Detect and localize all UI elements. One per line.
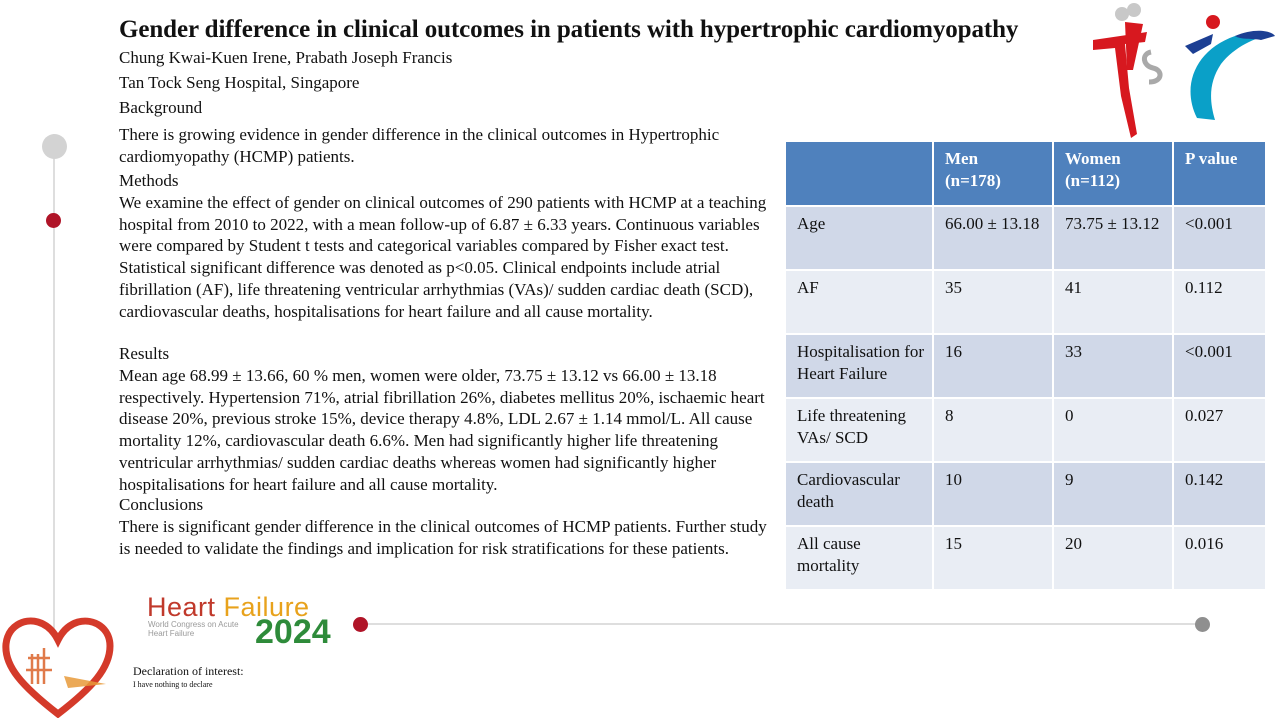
table-cell-women: 73.75 ± 13.12 <box>1053 206 1173 270</box>
hf-logo-year: 2024 <box>255 613 331 651</box>
background-heading: Background <box>119 98 203 117</box>
hf-logo-word-failure: Failure <box>223 592 310 622</box>
timeline-dot-grey-right <box>1195 617 1210 632</box>
table-cell-men: 16 <box>933 334 1053 398</box>
table-cell-label: Age <box>785 206 933 270</box>
table-header-cell <box>785 141 933 206</box>
timeline-horizontal-line <box>360 623 1202 625</box>
table-cell-men: 8 <box>933 398 1053 462</box>
table-cell-women: 0 <box>1053 398 1173 462</box>
table-cell-pvalue: 0.112 <box>1173 270 1266 334</box>
table-row <box>785 526 1266 590</box>
affiliation: Tan Tock Seng Hospital, Singapore <box>119 73 360 92</box>
table-cell-label: Hospitalisation for Heart Failure <box>785 334 933 398</box>
table-header-row <box>785 141 1266 206</box>
ttsh-hospital-logo <box>1085 0 1275 140</box>
background-text: There is growing evidence in gender difference in the clinical outcomes in Hypertrophic cardiomyopathy (HCMP) patients. <box>119 125 720 166</box>
table-cell-pvalue: <0.001 <box>1173 206 1266 270</box>
table-cell-pvalue: 0.027 <box>1173 398 1266 462</box>
methods-text: We examine the effect of gender on clinical outcomes of 290 patients with HCMP at a teaching hospital from 2010 to 2022, with a mean follow-up of 6.87 ± 6.33 years. Continuous variables were compared by Student t tests and categorical variables compared by Fisher exact test. Statistical significant difference was denoted as p<0.05. Clinical endpoints include atrial fibrillation (AF), life threatening ventricular arrhythmias (VAs)/ sudden cardiac death (SCD), cardiovascular deaths, hospitalisations for heart failure and all cause mortality. <box>119 193 767 321</box>
conclusions-text: There is significant gender difference in the clinical outcomes of HCMP patients. Further study is needed to validate the findings and implication for risk stratifications for these patients. <box>119 517 767 558</box>
authors: Chung Kwai-Kuen Irene, Prabath Joseph Francis <box>119 48 453 67</box>
table-cell-label: Cardiovascular death <box>785 462 933 526</box>
table-cell-women: 9 <box>1053 462 1173 526</box>
table-header-pvalue: P value <box>1173 141 1266 206</box>
heart-failure-heart-logo <box>2 614 114 718</box>
results-table <box>784 140 1267 591</box>
table-row <box>785 206 1266 270</box>
table-cell-men: 35 <box>933 270 1053 334</box>
table-cell-pvalue: <0.001 <box>1173 334 1266 398</box>
table-cell-men: 15 <box>933 526 1053 590</box>
declaration-title: Declaration of interest: <box>133 664 244 678</box>
table-cell-pvalue: 0.142 <box>1173 462 1266 526</box>
table-header-women: Women (n=112) <box>1053 141 1173 206</box>
poster-title: Gender difference in clinical outcomes in patients with hypertrophic cardiomyopathy <box>119 16 1019 43</box>
table-cell-women: 33 <box>1053 334 1173 398</box>
methods-heading: Methods <box>119 171 179 190</box>
table-cell-women: 20 <box>1053 526 1173 590</box>
table-header-men: Men (n=178) <box>933 141 1053 206</box>
table-cell-men: 66.00 ± 13.18 <box>933 206 1053 270</box>
conclusions-heading: Conclusions <box>119 495 204 514</box>
results-text: Mean age 68.99 ± 13.66, 60 % men, women were older, 73.75 ± 13.12 vs 66.00 ± 13.18 respectively. Hypertension 71%, atrial fibrillation 26%, diabetes mellitus 20%, ischaemic heart disease 20%, previous stroke 15%, device therapy 4.8%, LDL 2.67 ± 1.14 mmol/L. All cause mortality 12%, cardiovascular death 6.6%. Men had significantly higher life threatening ventricular arrhythmias/ sudden cardiac deaths whereas women had significantly higher hospitalisations for heart failure and all cause mortality. <box>119 366 765 494</box>
table-row <box>785 398 1266 462</box>
table-cell-label: AF <box>785 270 933 334</box>
declaration-text: I have nothing to declare <box>133 680 213 689</box>
table-cell-label: All cause mortality <box>785 526 933 590</box>
timeline-vertical-line <box>53 134 55 634</box>
table-cell-women: 41 <box>1053 270 1173 334</box>
table-row <box>785 462 1266 526</box>
hf-logo-word-heart: Heart <box>147 592 216 622</box>
table-row <box>785 334 1266 398</box>
table-cell-pvalue: 0.016 <box>1173 526 1266 590</box>
timeline-dot-red <box>46 213 61 228</box>
timeline-dot-grey <box>42 134 67 159</box>
table-cell-label: Life threatening VAs/ SCD <box>785 398 933 462</box>
table-row <box>785 270 1266 334</box>
results-heading: Results <box>119 344 170 363</box>
timeline-dot-red-bottom <box>353 617 368 632</box>
hf-logo-subtitle: World Congress on Acute Heart Failure <box>148 620 239 638</box>
table-cell-men: 10 <box>933 462 1053 526</box>
